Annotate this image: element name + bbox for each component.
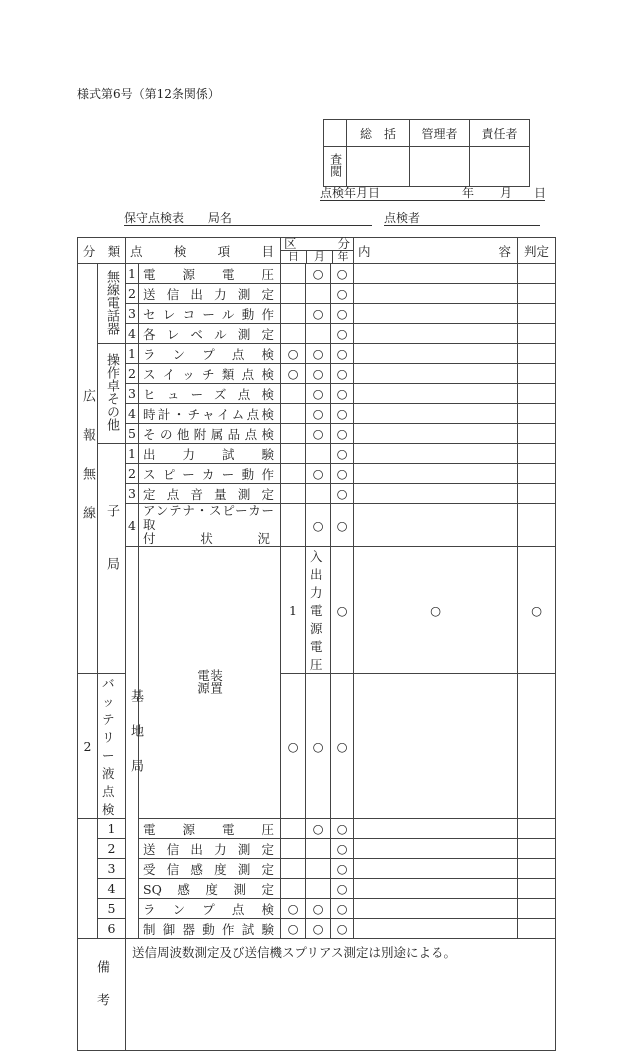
mark-monthly	[306, 879, 331, 899]
content-cell[interactable]	[354, 444, 518, 464]
content-cell[interactable]	[354, 484, 518, 504]
mark-monthly: ○	[306, 404, 331, 424]
mark-daily: ○	[281, 919, 306, 939]
header-daily: 日	[281, 251, 307, 263]
table-row	[78, 464, 556, 484]
content-cell[interactable]	[354, 364, 518, 384]
station-name-label: 局名	[207, 211, 232, 225]
remarks-label: 備考	[78, 939, 126, 1051]
content-cell[interactable]	[354, 819, 518, 839]
mark-yearly: ○	[331, 819, 354, 839]
mark-yearly: ○	[331, 674, 354, 819]
mark-daily: ○	[281, 344, 306, 364]
mark-yearly: ○	[331, 344, 354, 364]
judgment-cell[interactable]	[518, 424, 556, 444]
mark-monthly	[306, 484, 331, 504]
mark-monthly: ○	[306, 364, 331, 384]
item-number: 2	[98, 839, 126, 859]
item-label: スイッチ類点検	[139, 364, 281, 384]
content-cell[interactable]	[354, 919, 518, 939]
item-label	[139, 504, 281, 547]
table-row	[78, 364, 556, 384]
mark-yearly: ○	[331, 444, 354, 464]
judgment-cell[interactable]	[518, 464, 556, 484]
item-number: 3	[126, 384, 139, 404]
item-number: 4	[126, 404, 139, 424]
content-cell[interactable]	[354, 899, 518, 919]
mark-yearly: ○	[331, 284, 354, 304]
mark-yearly: ○	[331, 504, 354, 547]
approval-header-manager: 管理者	[410, 120, 470, 147]
table-row	[78, 444, 556, 464]
item-label: バッテリー液点検	[98, 674, 126, 819]
mark-daily	[281, 464, 306, 484]
item-label: ヒューズ点検	[139, 384, 281, 404]
mark-monthly: ○	[306, 919, 331, 939]
table-row	[78, 424, 556, 444]
group-label: 基地局	[126, 547, 139, 939]
date-day-label: 日	[534, 186, 547, 200]
mark-monthly	[306, 444, 331, 464]
item-label-line: 付状況	[143, 531, 271, 546]
mark-monthly: ○	[306, 464, 331, 484]
mark-yearly: ○	[331, 899, 354, 919]
judgment-cell[interactable]	[518, 444, 556, 464]
remarks-text[interactable]: 送信周波数測定及び送信機スプリアス測定は別途による。	[126, 939, 556, 1051]
item-number: 2	[126, 284, 139, 304]
mark-monthly: ○	[306, 899, 331, 919]
date-year-label: 年	[462, 186, 475, 200]
item-number: 2	[78, 674, 98, 819]
mark-yearly: ○	[331, 324, 354, 344]
mark-daily: ○	[281, 364, 306, 384]
approval-seal-manager[interactable]	[410, 147, 470, 187]
mark-daily	[281, 819, 306, 839]
header-judgment: 判定	[518, 238, 556, 264]
header-category: 分 類	[78, 238, 126, 264]
group-label: 広報無線	[78, 264, 98, 674]
mark-yearly: ○	[331, 464, 354, 484]
item-label-line: アンテナ・スピーカー取	[143, 503, 275, 532]
mark-yearly: ○	[331, 264, 354, 284]
item-number: 2	[126, 364, 139, 384]
item-label: 電源電圧	[139, 819, 281, 839]
date-month-label: 月	[500, 186, 513, 200]
item-number: 4	[126, 324, 139, 344]
form-number: 様式第6号（第12条関係）	[77, 87, 220, 101]
inspector-label: 点検者	[384, 211, 421, 225]
item-label: 出力試験	[139, 444, 281, 464]
mark-daily	[281, 304, 306, 324]
mark-daily: ○	[281, 899, 306, 919]
table-row	[78, 324, 556, 344]
mark-daily	[281, 384, 306, 404]
item-number: 2	[126, 464, 139, 484]
content-cell[interactable]	[354, 264, 518, 284]
item-number: 5	[98, 899, 126, 919]
item-label: 制御器動作試験	[139, 919, 281, 939]
mark-monthly: ○	[306, 424, 331, 444]
content-cell[interactable]	[354, 304, 518, 324]
judgment-cell[interactable]	[518, 919, 556, 939]
table-row	[78, 547, 556, 674]
mark-daily	[281, 504, 306, 547]
table-row	[78, 404, 556, 424]
item-label: 入出力電源電圧	[306, 547, 331, 674]
item-label: 電源電圧	[139, 264, 281, 284]
item-number: 1	[98, 819, 126, 839]
judgment-cell[interactable]	[518, 304, 556, 324]
mark-daily	[281, 404, 306, 424]
approval-header-responsible: 責任者	[470, 120, 530, 147]
mark-yearly: ○	[518, 547, 556, 674]
table-row	[78, 819, 556, 839]
mark-monthly: ○	[306, 504, 331, 547]
judgment-cell[interactable]	[518, 344, 556, 364]
header-division-right: 分	[337, 236, 351, 251]
mark-yearly: ○	[331, 424, 354, 444]
mark-yearly: ○	[331, 919, 354, 939]
station-name-field[interactable]	[124, 211, 372, 226]
content-cell[interactable]	[354, 284, 518, 304]
content-cell[interactable]	[354, 504, 518, 547]
judgment-cell[interactable]	[518, 264, 556, 284]
mark-monthly: ○	[306, 819, 331, 839]
mark-daily	[281, 264, 306, 284]
content-cell[interactable]	[354, 879, 518, 899]
item-number: 4	[98, 879, 126, 899]
mark-daily	[281, 324, 306, 344]
content-cell[interactable]	[354, 464, 518, 484]
item-number: 1	[126, 264, 139, 284]
table-row	[78, 859, 556, 879]
content-cell[interactable]	[354, 384, 518, 404]
mark-yearly: ○	[331, 484, 354, 504]
approval-corner	[324, 120, 347, 147]
content-cell[interactable]	[354, 839, 518, 859]
table-row	[78, 344, 556, 364]
inspection-date-label: 点検年月日	[320, 186, 381, 200]
subgroup-label: 電源装置	[139, 547, 281, 819]
judgment-cell[interactable]	[518, 674, 556, 819]
remarks-row	[78, 939, 556, 1051]
item-label: ランプ点検	[139, 344, 281, 364]
table-row	[78, 284, 556, 304]
item-number: 4	[126, 504, 139, 547]
judgment-cell[interactable]	[518, 364, 556, 384]
judgment-cell[interactable]	[518, 859, 556, 879]
header-item: 点 検 項 目	[126, 238, 281, 264]
judgment-cell[interactable]	[518, 899, 556, 919]
mark-daily	[281, 484, 306, 504]
item-label: 受信感度測定	[139, 859, 281, 879]
mark-monthly	[306, 284, 331, 304]
judgment-cell[interactable]	[518, 819, 556, 839]
item-number: 1	[126, 344, 139, 364]
mark-daily	[281, 859, 306, 879]
mark-monthly	[306, 839, 331, 859]
mark-monthly: ○	[306, 264, 331, 284]
approval-table	[323, 119, 530, 187]
item-label: その他附属品点検	[139, 424, 281, 444]
mark-yearly: ○	[331, 404, 354, 424]
judgment-cell[interactable]	[518, 324, 556, 344]
subgroup-label	[78, 819, 98, 939]
item-number: 3	[126, 304, 139, 324]
mark-daily	[281, 284, 306, 304]
header-division-left: 区	[284, 236, 297, 251]
table-row	[78, 484, 556, 504]
item-label: ランプ点検	[139, 899, 281, 919]
item-label: 定点音量測定	[139, 484, 281, 504]
inspector-field[interactable]	[384, 211, 540, 226]
table-row	[78, 879, 556, 899]
mark-daily: ○	[331, 547, 354, 674]
header-yearly: 年	[337, 250, 349, 263]
subgroup-label: 子局	[98, 444, 126, 674]
inspection-table	[77, 237, 556, 1051]
content-cell[interactable]	[354, 859, 518, 879]
approval-header-general: 総 括	[347, 120, 410, 147]
mark-yearly: ○	[331, 879, 354, 899]
table-row	[78, 899, 556, 919]
item-number: 1	[126, 444, 139, 464]
item-label: SQ感度測定	[139, 879, 281, 899]
judgment-cell[interactable]	[518, 384, 556, 404]
mark-monthly: ○	[306, 304, 331, 324]
item-label: スピーカー動作	[139, 464, 281, 484]
judgment-cell[interactable]	[518, 879, 556, 899]
table-row	[78, 304, 556, 324]
inspection-date-field[interactable]	[320, 186, 545, 201]
approval-seal-general[interactable]	[347, 147, 410, 187]
mark-yearly: ○	[331, 304, 354, 324]
header-division	[281, 238, 354, 264]
content-cell[interactable]	[354, 324, 518, 344]
mark-monthly: ○	[306, 674, 331, 819]
content-cell[interactable]	[354, 344, 518, 364]
table-row	[78, 839, 556, 859]
content-cell[interactable]	[354, 674, 518, 819]
judgment-cell[interactable]	[518, 284, 556, 304]
form-title: 保守点検表	[124, 211, 185, 225]
mark-yearly: ○	[331, 859, 354, 879]
table-row	[78, 919, 556, 939]
item-label: 送信出力測定	[139, 839, 281, 859]
item-label: 各レベル測定	[139, 324, 281, 344]
item-label: 送信出力測定	[139, 284, 281, 304]
judgment-cell[interactable]	[518, 839, 556, 859]
item-number: 1	[281, 547, 306, 674]
item-label: 時計・チャイム点検	[139, 404, 281, 424]
mark-monthly: ○	[306, 384, 331, 404]
item-number: 3	[98, 859, 126, 879]
subgroup-label: 操作卓その他	[98, 344, 126, 444]
content-cell[interactable]	[354, 404, 518, 424]
approval-row-label: 査閲	[324, 147, 347, 187]
header-monthly: 月	[307, 251, 333, 263]
table-row	[78, 504, 556, 547]
item-label: セレコール動作	[139, 304, 281, 324]
subgroup-label: 無線電話器	[98, 264, 126, 344]
judgment-cell[interactable]	[518, 404, 556, 424]
mark-daily	[281, 444, 306, 464]
mark-yearly: ○	[331, 839, 354, 859]
mark-daily	[281, 839, 306, 859]
content-cell[interactable]	[354, 424, 518, 444]
mark-yearly: ○	[331, 364, 354, 384]
mark-monthly	[306, 859, 331, 879]
mark-monthly	[306, 324, 331, 344]
header-content: 内 容	[354, 238, 518, 264]
item-number: 6	[98, 919, 126, 939]
table-row	[78, 264, 556, 284]
mark-monthly: ○	[306, 344, 331, 364]
mark-yearly: ○	[331, 384, 354, 404]
mark-daily	[281, 424, 306, 444]
item-number: 3	[126, 484, 139, 504]
table-row	[78, 384, 556, 404]
judgment-cell[interactable]	[518, 484, 556, 504]
judgment-cell[interactable]	[518, 504, 556, 547]
item-number: 5	[126, 424, 139, 444]
approval-seal-responsible[interactable]	[470, 147, 530, 187]
mark-daily: ○	[281, 674, 306, 819]
mark-daily	[281, 879, 306, 899]
mark-monthly: ○	[354, 547, 518, 674]
